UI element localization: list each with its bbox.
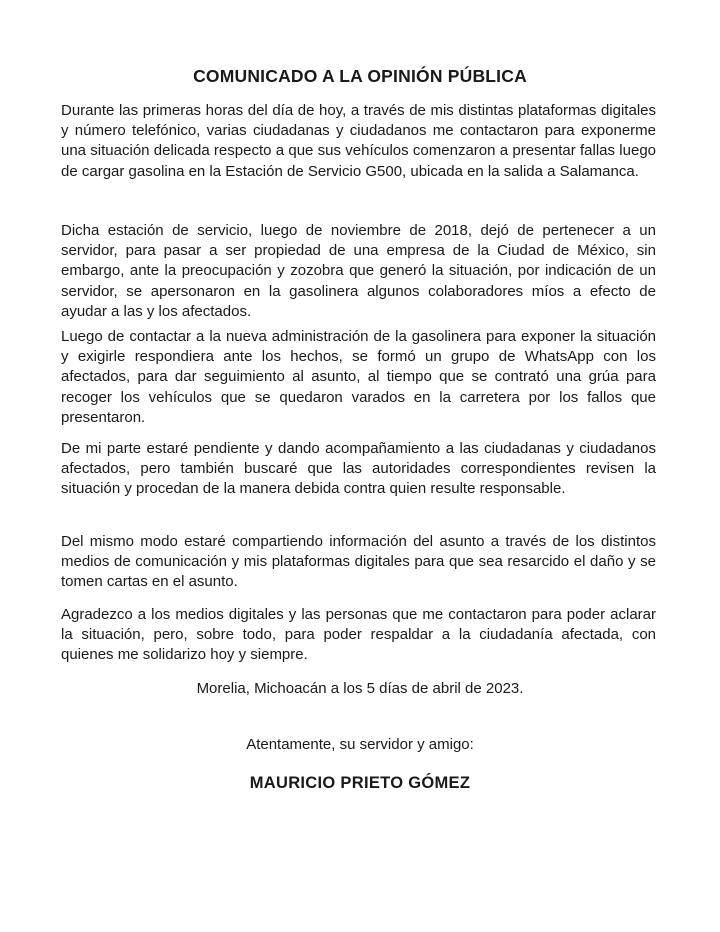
closing-line: Atentamente, su servidor y amigo: <box>246 736 474 753</box>
paragraph-4: De mi parte estaré pendiente y dando acompañamiento a las ciudadanas y ciudadanos afectados, pero también buscaré que las autoridades correspondientes revisen la situación y procedan de la manera debida contra quien resulte responsable. <box>61 440 656 498</box>
paragraph-3: Luego de contactar a la nueva administración de la gasolinera para exponer la situación y exigirle respondiera ante los hechos, se formó un grupo de WhatsApp con los afectados, para dar seguimiento al asunto, al tiempo que se contrató una grúa para recoger los vehículos que se quedaron varados en la carretera por los fallos que presentaron. <box>61 328 656 426</box>
paragraph-1: Durante las primeras horas del día de hoy, a través de mis distintas plataformas digitales y número telefónico, varias ciudadanas y ciudadanos me contactaron para exponerme una situación delicada respecto a que sus vehículos comenzaron a presentar fallas luego de cargar gasolina en la Estación de Servicio G500, ubicada en la salida a Salamanca. <box>61 102 656 180</box>
signature-name: MAURICIO PRIETO GÓMEZ <box>249 774 471 792</box>
document-title: COMUNICADO A LA OPINIÓN PÚBLICA <box>193 66 527 86</box>
paragraph-5: Del mismo modo estaré compartiendo información del asunto a través de los distintos medios de comunicación y mis plataformas digitales para que sea resarcido el daño y se tomen cartas en el asunto. <box>61 533 656 591</box>
dateline: Morelia, Michoacán a los 5 días de abril de 2023. <box>196 680 524 697</box>
paragraph-6: Agradezco a los medios digitales y las personas que me contactaron para poder aclarar la situación, pero, sobre todo, para poder respaldar a la ciudadanía afectada, con quienes me solidarizo hoy y siempre. <box>61 606 656 664</box>
paragraph-2: Dicha estación de servicio, luego de noviembre de 2018, dejó de pertenecer a un servidor, para pasar a ser propiedad de una empresa de la Ciudad de México, sin embargo, ante la preocupación y zozobra que generó la situación, por indicación de un servidor, se apersonaron en la gasolinera algunos colaboradores míos a efecto de ayudar a las y los afectados. <box>61 222 656 320</box>
